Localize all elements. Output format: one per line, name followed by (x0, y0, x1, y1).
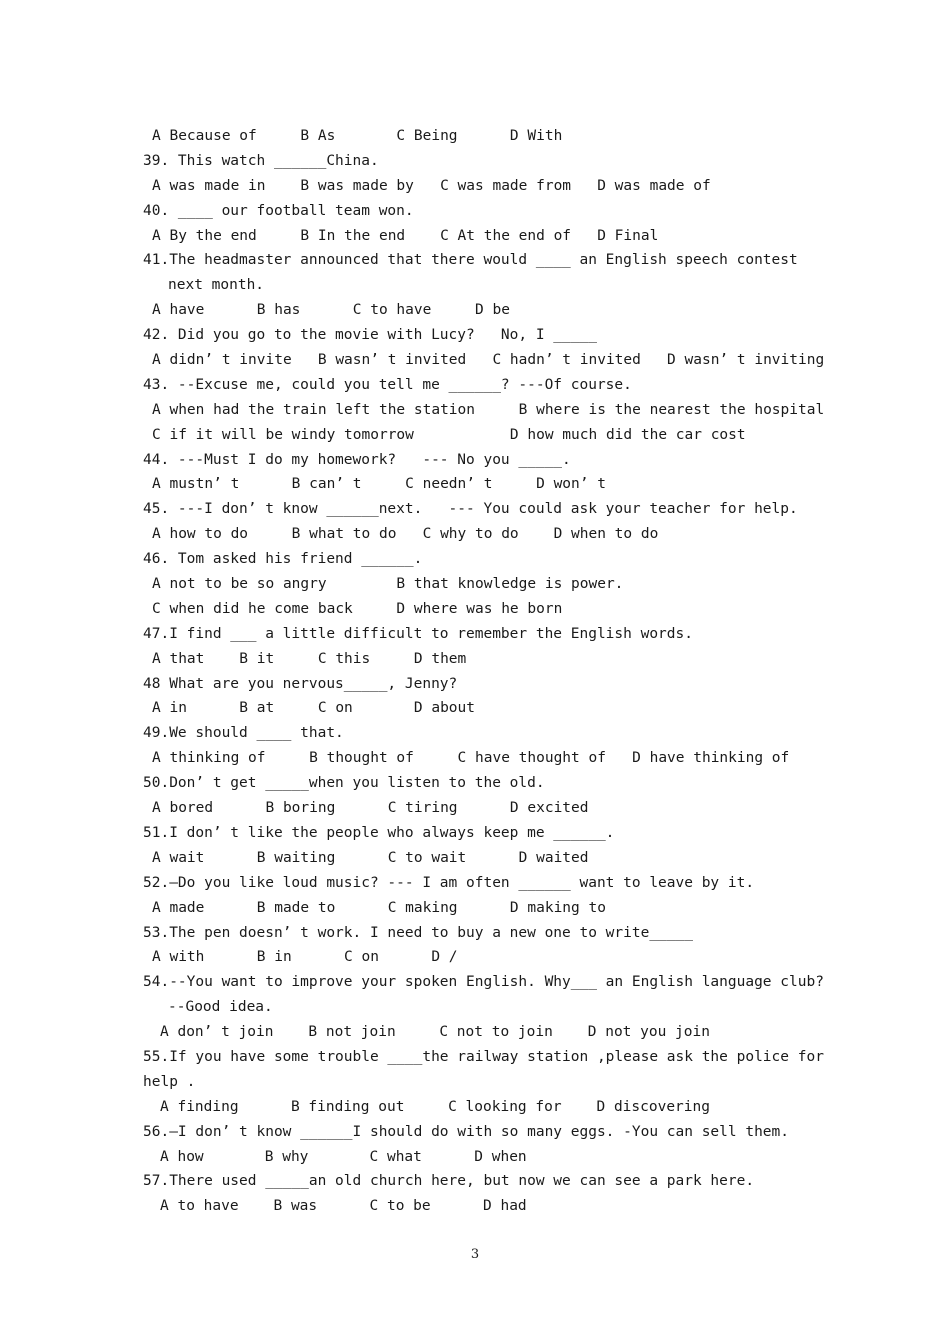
options-line: A mustn’ t B can’ t C needn’ t D won’ t (152, 476, 606, 493)
options-line: A how to do B what to do C why to do D when to do (152, 526, 659, 543)
options-line: A how B why C what D when (160, 1148, 527, 1165)
question-line: help . (143, 1073, 196, 1090)
options-line: C when did he come back D where was he born (152, 600, 563, 617)
question-list (143, 124, 823, 1219)
options-line: A not to be so angry B that knowledge is power. (152, 576, 624, 593)
question-line: 54.--You want to improve your spoken English. Why___ an English language club? (143, 974, 824, 991)
question-line: 43. --Excuse me, could you tell me ______? ---Of course. (143, 376, 632, 393)
options-line: A wait B waiting C to wait D waited (152, 849, 589, 866)
options-line: A made B made to C making D making to (152, 899, 606, 916)
options-line: A don’ t join B not join C not to join D not you join (160, 1024, 710, 1041)
question-line: 46. Tom asked his friend ______. (143, 551, 423, 568)
page-number: 3 (470, 1247, 480, 1262)
options-line: A didn’ t invite B wasn’ t invited C hadn’ t invited D wasn’ t inviting (152, 352, 825, 369)
question-line: 51.I don’ t like the people who always keep me ______. (143, 824, 615, 841)
question-line: 55.If you have some trouble ____the railway station ,please ask the police for (143, 1048, 824, 1065)
question-line: 56.—I don’ t know ______I should do with so many eggs. -You can sell them. (143, 1123, 790, 1140)
question-line: 39. This watch ______China. (143, 152, 379, 169)
options-line: A By the end B In the end C At the end of D Final (152, 227, 659, 244)
options-line: A that B it C this D them (152, 650, 467, 667)
question-line: 49.We should ____ that. (143, 725, 344, 742)
question-line: 42. Did you go to the movie with Lucy? No, I _____ (143, 327, 597, 344)
question-line: 44. ---Must I do my homework? --- No you _____. (143, 451, 571, 468)
question-line: 47.I find ___ a little difficult to remember the English words. (143, 625, 693, 642)
question-line: 40. ____ our football team won. (143, 202, 414, 219)
question-line: 45. ---I don’ t know ______next. --- You could ask your teacher for help. (143, 501, 798, 518)
options-line: A with B in C on D / (152, 949, 458, 966)
options-line: A Because of B As C Being D With (152, 128, 563, 144)
question-line: 48 What are you nervous_____, Jenny? (143, 675, 458, 692)
options-line: A to have B was C to be D had (160, 1198, 527, 1215)
options-line: A in B at C on D about (152, 700, 476, 717)
question-line: 52.—Do you like loud music? --- I am often ______ want to leave by it. (143, 874, 755, 891)
options-line: A finding B finding out C looking for D discovering (160, 1098, 710, 1115)
options-line: C if it will be windy tomorrow D how much did the car cost (152, 426, 746, 443)
question-line: 41.The headmaster announced that there would ____ an English speech contest (143, 252, 798, 269)
options-line: A have B has C to have D be (152, 302, 510, 319)
options-line: A bored B boring C tiring D excited (152, 800, 589, 817)
continuation-line: next month. (168, 277, 265, 294)
question-line: 53.The pen doesn’ t work. I need to buy a new one to write_____ (143, 924, 693, 941)
options-line: A was made in B was made by C was made from D was made of (152, 177, 711, 194)
options-line: A thinking of B thought of C have thought of D have thinking of (152, 750, 790, 767)
continuation-line: --Good idea. (168, 999, 273, 1016)
question-line: 50.Don’ t get _____when you listen to the old. (143, 775, 545, 792)
options-line: A when had the train left the station B where is the nearest the hospital (152, 401, 825, 418)
question-line: 57.There used _____an old church here, but now we can see a park here. (143, 1173, 755, 1190)
